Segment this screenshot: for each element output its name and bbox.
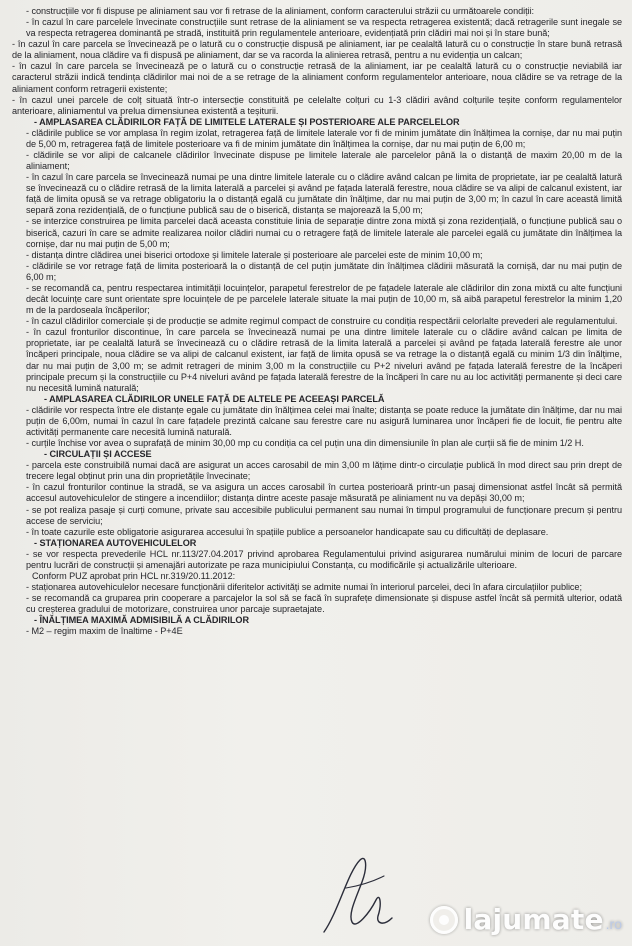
paragraph: Conform PUZ aprobat prin HCL nr.319/20.11.2012: xyxy=(32,570,236,581)
signature-mark xyxy=(318,852,408,942)
site-watermark xyxy=(430,903,622,936)
paragraph: - clădirile se vor retrage față de limita posterioară la o distanță de cel puțin jumătate din înălțimea clădirii măsurată la cornișă, dar nu mai puțin de 6,00 m; xyxy=(26,260,622,282)
section-heading: - AMPLASAREA CLĂDIRILOR UNELE FAȚĂ DE ALTELE PE ACEEAȘI PARCELĂ xyxy=(44,393,385,404)
section-heading: - CIRCULAȚII ȘI ACCESE xyxy=(44,449,152,460)
paragraph: - în cazul unei parcele de colț situată într-o intersecție constituită pe celelalte colțuri cu 1-3 clădiri având colțurile teșite conform regulamentelor anterioare, aliniamentul va prelua dimensiunea existentă a teșiturii. xyxy=(12,94,622,116)
paragraph: - staționarea autovehiculelor necesare funcționării diferitelor activități se admite numai în interiorul parcelei, deci în afara circulațiilor publice; xyxy=(26,582,582,593)
paragraph: - curțile închise vor avea o suprafață de minim 30,00 mp cu condiția ca cel puțin una din dimensiunile în plan ale curții să fie de minim 1/2 H. xyxy=(26,438,584,449)
paragraph: - se interzice construirea pe limita parcelei dacă aceasta constituie linia de separație dintre zona mixtă și zona rezidențială, o funcțiune publică sau o biserică, cazuri în care se admite realizarea noilor clădiri numai cu o retragere față de limitele laterale ale parcelei egală cu jumătate din înălțimea la cornișe, dar nu mai puțin de 5,00 m; xyxy=(26,216,622,249)
paragraph: - în cazul în care parcela se învecinează pe o latură cu o construcție retrasă de la aliniament, iar pe cealaltă latură cu o construcție neviabilă iar caracterul străzii indică tendința clădirilor mai noi de a se retrage de la aliniament conform regulamentelor anterioare, noua clădire se va retrage de la aliniament conform retragerii existente; xyxy=(12,61,622,94)
paragraph: - clădirile publice se vor amplasa în regim izolat, retragerea față de limitele laterale vor fi de minim jumătate din înălțimea la cornișe, dar nu mai puțin de 5,00 m, retragerea față de limitele posterioare va fi de minim jumătate din înălțimea la cornișe, dar nu mai puțin de 6,00 m; xyxy=(26,127,622,149)
paragraph: - în cazul în care parcelele învecinate construcțiile sunt retrase de la aliniament se va respecta retragerea existentă; dacă retragerile sunt inegale se va respecta retragerea dominantă pe stradă, instituită prin regulamentele anterioare, evidențiată prin clădiri mai noi și în stare bună; xyxy=(26,17,622,39)
paragraph: - în cazul clădirilor comerciale și de producție se admite regimul compact de construire cu condiția respectării celorlalte prevederi ale regulamentului. xyxy=(26,316,618,327)
paragraph: - în cazul fronturilor continue la stradă, se va asigura un acces carosabil în curtea posterioară printr-un pasaj dimensionat astfel încât să permită accesul autovehiculelor de stingere a incendiilor; distanța dintre aceste pasaje măsurată pe aliniament nu va depăși 30,00 m; xyxy=(26,482,622,504)
section-heading: - ÎNĂLȚIMEA MAXIMĂ ADMISIBILĂ A CLĂDIRILOR xyxy=(34,615,250,626)
paragraph: - se recomandă ca gruparea prin cooperare a parcajelor la sol să se facă în suprafețe dimensionate și dispuse astfel încât să permită ulterior, odată cu creșterea gradului de motorizare, construirea unor parcaje supraetajate. xyxy=(26,593,622,615)
paragraph: - se recomandă ca, pentru respectarea intimității locuințelor, parapetul ferestrelor de pe fațadele laterale ale clădirilor din zona mixtă cu alte funcțiuni decât locuințe care sunt orientate spre locuințele de pe parcelele laterale situate la mai puțin de 10,00 m, să aibă parapetul ferestrelor la minim 1,20 m de la pardoseala încăperilor; xyxy=(26,282,622,316)
paragraph: - în cazul în care parcela se învecinează numai pe una dintre limitele laterale cu o clădire având calcan pe limita de proprietate, iar pe cealaltă latură se învecinează cu o clădire retrasă de la limita laterală a parcelei și având pe fațada laterală ferestre, noua clădire se va alipi de calcanul existent, iar față de limita opusă se va retrage obligatoriu la o distanță egală cu jumătate din înălțime, dar nu mai puțin de 3,00 m; în cazul în care această limită separă zona rezidențială, de o funcțiune publică sau de o biserică, distanța se majorează la 5,00 m; xyxy=(26,172,622,216)
pin-logo-icon xyxy=(430,906,458,934)
paragraph: - M2 – regim maxim de înaltime - P+4E xyxy=(26,626,183,637)
paragraph: - se pot realiza pasaje și curți comune, private sau accesibile publicului permanent sau numai în timpul programului de funcționare precum și pentru accese de serviciu; xyxy=(26,504,622,526)
watermark-tld: .ro xyxy=(605,916,622,932)
watermark-brand: lajumate xyxy=(463,903,604,936)
paragraph: - clădirile se vor alipi de calcanele clădirilor învecinate dispuse pe limitele laterale ale parcelelor până la o distanță de maxim 20,00 m de la aliniament; xyxy=(26,150,622,172)
paragraph: - distanța dintre clădirea unei biserici ortodoxe și limitele laterale și posterioare ale parcelei este de minim 10,00 m; xyxy=(26,249,483,260)
paragraph: - parcela este construibilă numai dacă are asigurat un acces carosabil de min 3,00 m lățime dintr-o circulație publică în mod direct sau prin drept de trecere legal obținut prin una din proprietățile învecinate; xyxy=(26,460,622,482)
paragraph: - în cazul în care parcela se învecinează pe o latură cu o construcție dispusă pe aliniament, iar pe cealaltă latură cu o construcție în stare bună retrasă de la aliniament, noua clădire va fi dispusă pe aliniament, dar se va racorda la alinierea retrasă, pentru a nu evidenția un calcan; xyxy=(12,39,622,61)
section-heading: - STAȚIONAREA AUTOVEHICULELOR xyxy=(34,537,197,548)
section-heading: - AMPLASAREA CLĂDIRILOR FAȚĂ DE LIMITELE LATERALE ȘI POSTERIOARE ALE PARCELELOR xyxy=(34,116,460,127)
regulation-text xyxy=(12,6,622,637)
paragraph: - în cazul fronturilor discontinue, în care parcela se învecinează numai pe una dintre limitele laterale cu o clădire având calcan pe limita de proprietate, iar pe cealaltă latură se învecinează cu o clădire retrasă de la limita laterală a parcelei și având pe fațada laterală ferestre ale unor încăperi principale, noua clădire se va alipi de calcanul existent, iar față de limita opusă se va retrage la o distanță egală cu minim 1/3 din înălțime, dar nu mai puțin de 3,00 m; se admit retrageri de minim 3,00 m la construcțiile cu P+2 niveluri având pe fațada laterală ferestre de la încăperi principale precum și la construcțiile cu P+4 niveluri având pe fațada laterală ferestre de la încăperi în care nu au loc activități permanente și deci care nu necesită lumină naturală; xyxy=(26,327,622,393)
paragraph: - construcțiile vor fi dispuse pe aliniament sau vor fi retrase de la aliniament, conform caracterului străzii cu următoarele condiții: xyxy=(26,6,535,16)
paragraph: - se vor respecta prevederile HCL nr.113/27.04.2017 privind aprobarea Regulamentului privind asigurarea numărului minim de locuri de parcare pentru lucrări de construcții și amenajări autorizate pe raza municipiului Constanța, cu modificările și actualizările ulterioare. xyxy=(26,548,622,570)
paragraph: - clădirile vor respecta între ele distanțe egale cu jumătate din înălțimea celei mai înalte; distanța se poate reduce la jumătate din înălțime, dar nu mai puțin de 6,00m, numai în cazul în care fațadele prezintă calcane sau ferestre care nu asigură luminarea unor încăperi fie de locuit, fie pentru alte activități permanente care necesită lumină naturală. xyxy=(26,404,622,437)
paragraph: - în toate cazurile este obligatorie asigurarea accesului în spațiile publice a persoanelor handicapate sau cu dificultăți de deplasare. xyxy=(26,526,549,537)
